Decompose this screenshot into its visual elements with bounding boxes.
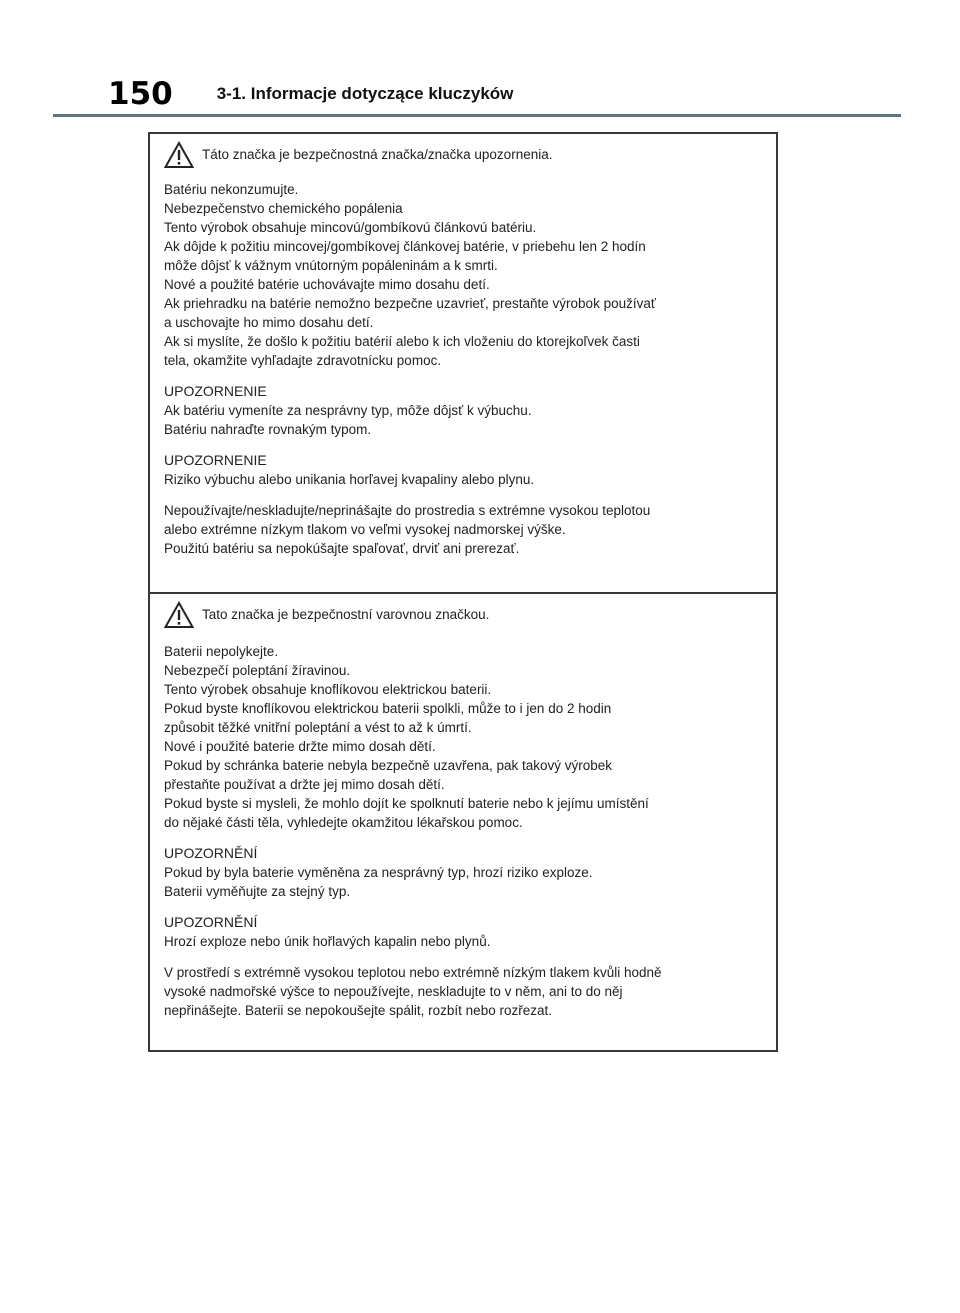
- spacer: [164, 489, 766, 501]
- spacer: [164, 439, 766, 451]
- text-line: Ak priehradku na batérie nemožno bezpečne uzavrieť, prestaňte výrobok používať: [164, 296, 656, 311]
- text-line: môže dôjsť k vážnym vnútorným popáleninám a k smrti.: [164, 258, 498, 273]
- environment-paragraph: [164, 963, 766, 1020]
- caution-heading: UPOZORNĚNÍ: [164, 914, 258, 930]
- caution-heading: UPOZORNENIE: [164, 383, 267, 399]
- battery-warning-paragraph: [164, 642, 766, 832]
- text-line: Ak si myslíte, že došlo k požitiu batérií alebo k ich vloženiu do ktorejkoľvek časti: [164, 334, 640, 349]
- text-line: způsobit těžké vnitřní poleptání a vést to až k úmrtí.: [164, 720, 472, 735]
- warning-triangle-icon: [164, 141, 194, 169]
- caution-paragraph: [164, 451, 766, 489]
- battery-safety-notice: [148, 132, 778, 1052]
- text-line: a uschovajte ho mimo dosahu detí.: [164, 315, 374, 330]
- text-line: nepřinášejte. Baterii se nepokoušejte spálit, rozbít nebo rozřezat.: [164, 1003, 552, 1018]
- caution-paragraph: [164, 382, 766, 439]
- symbol-note-row: [164, 138, 766, 172]
- text-line: Pokud byste knoflíkovou elektrickou baterii spolkli, může to i jen do 2 hodin: [164, 701, 612, 716]
- text-line: Nové a použité batérie uchovávajte mimo dosahu detí.: [164, 277, 490, 292]
- text-line: Nebezpečenstvo chemického popálenia: [164, 201, 403, 216]
- warning-triangle-icon: [164, 601, 194, 629]
- text-line: přestaňte používat a držte jej mimo dosah dětí.: [164, 777, 445, 792]
- text-line: alebo extrémne nízkym tlakom vo veľmi vysokej nadmorskej výške.: [164, 522, 566, 537]
- text-line: tela, okamžite vyhľadajte zdravotnícku pomoc.: [164, 353, 442, 368]
- text-line: Pokud by byla baterie vyměněna za nesprávný typ, hrozí riziko exploze.: [164, 865, 593, 880]
- text-line: Batériu nekonzumujte.: [164, 182, 299, 197]
- spacer: [164, 370, 766, 382]
- text-line: Tento výrobek obsahuje knoflíkovou elektrickou baterii.: [164, 682, 492, 697]
- text-line: vysoké nadmořské výšce to nepoužívejte, neskladujte to v něm, ani to do něj: [164, 984, 623, 999]
- text-line: Pokud by schránka baterie nebyla bezpečně uzavřena, pak takový výrobek: [164, 758, 613, 773]
- text-line: Ak dôjde k požitiu mincovej/gombíkovej článkovej batérie, v priebehu len 2 hodín: [164, 239, 646, 254]
- text-line: Pokud byste si mysleli, že mohlo dojít ke spolknutí baterie nebo k jejímu umístění: [164, 796, 649, 811]
- text-line: Baterii nepolykejte.: [164, 644, 279, 659]
- notice-section-slovak: [150, 134, 776, 592]
- text-line: Riziko výbuchu alebo unikania horľavej kvapaliny alebo plynu.: [164, 472, 535, 487]
- battery-warning-paragraph: [164, 180, 766, 370]
- header-rule: [53, 114, 901, 117]
- symbol-note-row: [164, 598, 766, 632]
- page-number: 150: [108, 76, 173, 112]
- text-line: Nepoužívajte/neskladujte/neprinášajte do prostredia s extrémne vysokou teplotou: [164, 503, 651, 518]
- spacer: [164, 951, 766, 963]
- text-line: V prostředí s extrémně vysokou teplotou nebo extrémně nízkým tlakem kvůli hodně: [164, 965, 662, 980]
- page-header: [108, 76, 513, 112]
- notice-section-czech: [150, 594, 776, 1050]
- caution-paragraph: [164, 844, 766, 901]
- text-line: Nové i použité baterie držte mimo dosah dětí.: [164, 739, 436, 754]
- text-line: Tento výrobok obsahuje mincovú/gombíkovú článkovú batériu.: [164, 220, 537, 235]
- text-line: Hrozí exploze nebo únik hořlavých kapalin nebo plynů.: [164, 934, 491, 949]
- text-line: Ak batériu vymeníte za nesprávny typ, môže dôjsť k výbuchu.: [164, 403, 532, 418]
- symbol-note: Táto značka je bezpečnostná značka/značka upozornenia.: [202, 147, 553, 162]
- text-line: Nebezpečí poleptání žíravinou.: [164, 663, 351, 678]
- environment-paragraph: [164, 501, 766, 558]
- text-line: do nějaké části těla, vyhledejte okamžitou lékařskou pomoc.: [164, 815, 523, 830]
- text-line: Použitú batériu sa nepokúšajte spaľovať, drviť ani prerezať.: [164, 541, 520, 556]
- caution-heading: UPOZORNĚNÍ: [164, 845, 258, 861]
- section-title: 3-1. Informacje dotyczące kluczyków: [216, 84, 514, 103]
- caution-paragraph: [164, 913, 766, 951]
- text-line: Batériu nahraďte rovnakým typom.: [164, 422, 372, 437]
- symbol-note: Tato značka je bezpečnostní varovnou značkou.: [202, 607, 490, 622]
- spacer: [164, 832, 766, 844]
- text-line: Baterii vyměňujte za stejný typ.: [164, 884, 351, 899]
- spacer: [164, 901, 766, 913]
- caution-heading: UPOZORNENIE: [164, 452, 267, 468]
